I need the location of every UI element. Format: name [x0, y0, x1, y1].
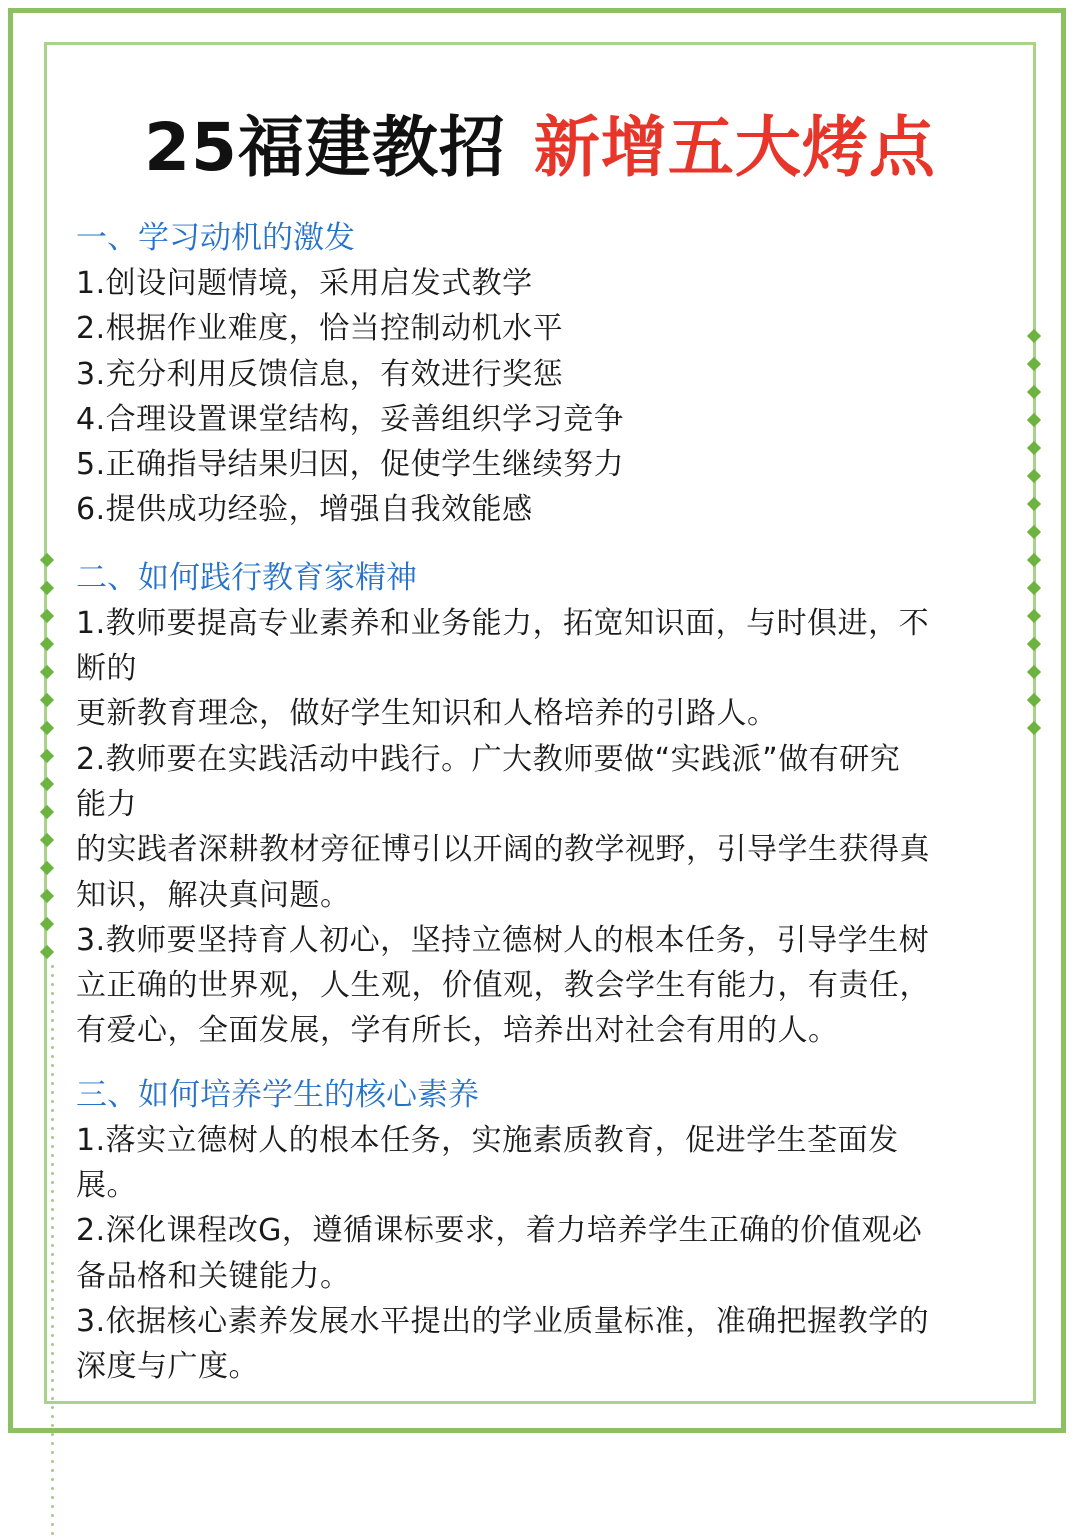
list-item: 1.教师要提高专业素养和业务能力，拓宽知识面，与时俱进，不 — [76, 605, 930, 641]
list-item: 深度与广度。 — [76, 1349, 259, 1385]
title-black-part: 25福建教招 — [144, 109, 506, 186]
list-item: 展。 — [76, 1168, 137, 1204]
section-educator-spirit — [76, 555, 1011, 1054]
list-item: 3.教师要坚持育人初心，坚持立德树人的根本任务，引导学生树 — [76, 922, 930, 958]
list-item: 能力 — [76, 786, 137, 822]
section-heading: 二、如何践行教育家精神 — [76, 559, 417, 596]
left-diamond-decoration — [40, 546, 54, 966]
list-item: 5.正确指导结果归因，促使学生继续努力 — [76, 447, 625, 483]
left-dotted-line-decoration — [45, 962, 59, 1538]
list-item: 2.根据作业难度，恰当控制动机水平 — [76, 311, 564, 347]
title-red-part: 新增五大烤点 — [533, 109, 936, 186]
list-item: 3.依据核心素养发展水平提出的学业质量标准，准确把握教学的 — [76, 1303, 930, 1339]
list-item: 2.深化课程改G，遵循课标要求，着力培养学生正确的价值观必 — [76, 1213, 923, 1249]
list-item: 备品格和关键能力。 — [76, 1258, 351, 1294]
right-diamond-decoration — [1027, 322, 1041, 742]
content-body — [76, 215, 1011, 1390]
page-title — [0, 108, 1080, 188]
list-item: 更新教育理念，做好学生知识和人格培养的引路人。 — [76, 696, 778, 732]
list-item: 的实践者深耕教材旁征博引以开阔的教学视野，引导学生获得真 — [76, 832, 930, 868]
list-item: 立正确的世界观，人生观，价值观，教会学生有能力，有责任， — [76, 968, 930, 1004]
section-heading: 三、如何培养学生的核心素养 — [76, 1076, 479, 1113]
list-item: 1.落实立德树人的根本任务，实施素质教育，促进学生荃面发 — [76, 1122, 899, 1158]
list-item: 断的 — [76, 651, 137, 687]
list-item: 6.提供成功经验，增强自我效能感 — [76, 492, 533, 528]
list-item: 4.合理设置课堂结构，妥善组织学习竞争 — [76, 401, 625, 437]
section-heading: 一、学习动机的激发 — [76, 220, 355, 256]
list-item: 1.创设问题情境，采用启发式教学 — [76, 266, 533, 301]
list-item: 有爱心，全面发展，学有所长，培养出对社会有用的人。 — [76, 1013, 839, 1049]
list-item: 2.教师要在实践活动中践行。广大教师要做“实践派”做有研究 — [76, 741, 901, 777]
list-item: 知识，解决真问题。 — [76, 877, 351, 913]
list-item: 3.充分利用反馈信息，有效进行奖惩 — [76, 356, 564, 392]
section-motivation — [76, 215, 1011, 533]
section-core-literacy — [76, 1072, 1011, 1390]
